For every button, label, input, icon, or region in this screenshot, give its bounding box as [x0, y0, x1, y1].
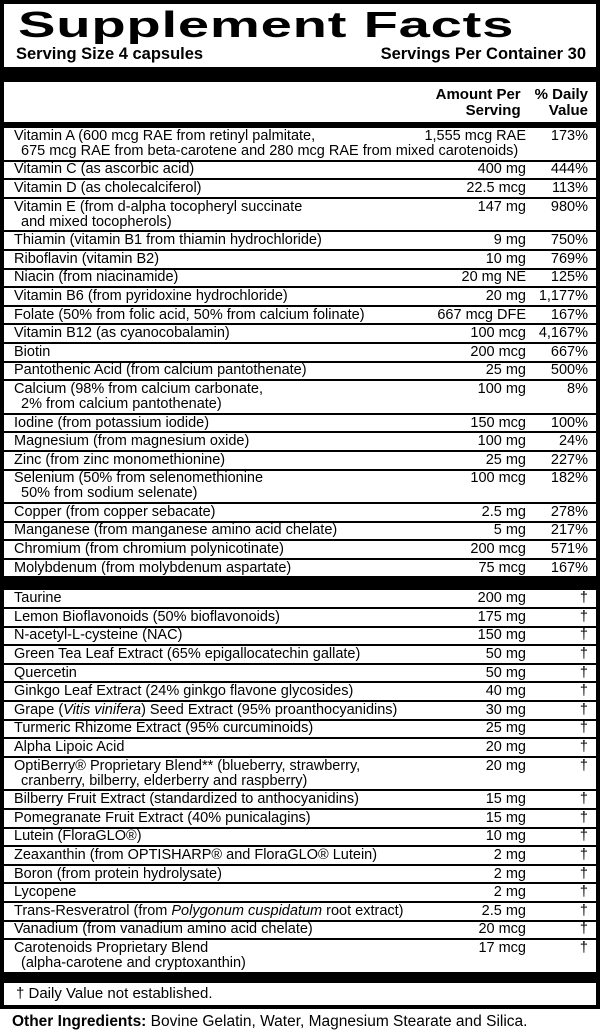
- ingredient-text: Vitamin D (as cholecalciferol): [14, 179, 202, 196]
- ingredient-text: Manganese (from manganese amino acid chelate): [14, 522, 338, 539]
- ingredient-text: Vitamin B12 (as cyanocobalamin): [14, 325, 230, 342]
- latin-name-italic: Polygonum cuspidatum: [171, 902, 323, 919]
- ingredient-row: [4, 737, 596, 756]
- ingredient-text: Calcium (98% from calcium carbonate,: [14, 380, 264, 397]
- amount-per-serving-value: 22.5 mcg: [466, 179, 526, 196]
- amount-per-serving-value: 15 mg: [485, 809, 526, 826]
- latin-name-italic: Vitis vinifera: [63, 701, 142, 718]
- amount-per-serving-value: 2 mg: [493, 846, 526, 863]
- ingredient-row: [4, 197, 596, 231]
- daily-value-percent: 444%: [550, 161, 588, 178]
- daily-value-percent: 182%: [550, 470, 588, 487]
- ingredient-row: [4, 663, 596, 682]
- divider-bar-section: [4, 576, 596, 590]
- ingredient-text: root extract): [322, 902, 404, 919]
- amount-per-serving-value: 15 mg: [485, 791, 526, 808]
- ingredient-text: Iodine (from potassium iodide): [14, 414, 210, 431]
- daily-value-header: % Daily Value: [534, 86, 588, 119]
- ingredient-row: [4, 882, 596, 901]
- daily-value-percent: †: [579, 791, 588, 808]
- servings-per-container: Servings Per Container 30: [380, 45, 586, 63]
- ingredient-row: [4, 539, 596, 558]
- ingredient-text: Vitamin B6 (from pyridoxine hydrochloride): [14, 287, 288, 304]
- daily-value-percent: 113%: [551, 179, 588, 196]
- amount-per-serving-value: 9 mg: [493, 232, 526, 249]
- ingredient-row: [4, 249, 596, 268]
- ingredient-text: Selenium (50% from selenomethionine: [14, 470, 264, 487]
- daily-value-percent: †: [579, 865, 588, 882]
- ingredient-text: Lemon Bioflavonoids (50% bioflavonoids): [14, 608, 280, 625]
- ingredient-text: Lycopene: [14, 884, 77, 901]
- ingredient-text: Green Tea Leaf Extract (65% epigallocatechin gallate): [14, 646, 361, 663]
- ingredient-row: [4, 700, 596, 719]
- ingredient-row: [4, 626, 596, 645]
- amount-per-serving-value: 5 mg: [493, 522, 526, 539]
- amount-per-serving-value: 150 mg: [477, 627, 526, 644]
- other-ingredients-label: Other Ingredients:: [12, 1012, 147, 1030]
- ingredient-text: Vitamin E (from d-alpha tocopheryl succinate: [14, 198, 303, 215]
- amount-per-serving-value: 147 mg: [477, 198, 526, 215]
- daily-value-percent: †: [579, 828, 588, 845]
- column-headers: [4, 82, 596, 122]
- amount-per-serving-value: 400 mg: [477, 161, 526, 178]
- daily-value-percent: 167%: [550, 559, 588, 576]
- ingredient-row: [4, 920, 596, 939]
- daily-value-percent: 980%: [550, 198, 588, 215]
- divider-bar-thick-bottom: [4, 972, 596, 983]
- daily-value-percent: †: [579, 701, 588, 718]
- serving-size: Serving Size 4 capsules: [16, 45, 204, 63]
- ingredient-text: Lutein (FloraGLO®): [14, 828, 142, 845]
- ingredient-row: [4, 681, 596, 700]
- ingredient-row: [4, 845, 596, 864]
- ingredient-text: (alpha-carotene and cryptoxanthin): [21, 954, 246, 971]
- ingredient-text: OptiBerry® Proprietary Blend** (blueberry, strawberry,: [14, 757, 361, 774]
- ingredient-text: Pantothenic Acid (from calcium pantothenate): [14, 362, 307, 379]
- ingredient-row: [4, 719, 596, 738]
- ingredient-row: [4, 789, 596, 808]
- ingredient-text: Copper (from copper sebacate): [14, 503, 216, 520]
- ingredient-name-continuation: [14, 956, 596, 971]
- other-ingredients-text: Bovine Gelatin, Water, Magnesium Stearate and Silica.: [146, 1012, 528, 1030]
- daily-value-footnote: † Daily Value not established.: [16, 984, 213, 1002]
- amount-per-serving-value: 20 mcg: [478, 921, 526, 938]
- daily-value-percent: †: [579, 757, 588, 774]
- amount-per-serving-value: 2 mg: [493, 884, 526, 901]
- ingredient-row: [4, 431, 596, 450]
- ingredient-row: [4, 230, 596, 249]
- ingredient-row: [4, 160, 596, 179]
- amount-per-serving-value: 40 mg: [485, 683, 526, 700]
- daily-value-percent: †: [579, 627, 588, 644]
- daily-value-percent: 24%: [558, 433, 588, 450]
- amount-per-serving-value: 75 mcg: [478, 559, 526, 576]
- daily-value-percent: †: [579, 590, 588, 607]
- serving-info: [4, 44, 596, 67]
- ingredient-row: [4, 644, 596, 663]
- daily-value-percent: 278%: [550, 503, 588, 520]
- daily-value-percent: 500%: [550, 362, 588, 379]
- daily-value-percent: †: [579, 902, 588, 919]
- daily-value-percent: 750%: [550, 232, 588, 249]
- ingredient-row: [4, 756, 596, 790]
- ingredient-row: [4, 558, 596, 577]
- ingredient-row: [4, 607, 596, 626]
- ingredient-text: Biotin: [14, 343, 51, 360]
- ingredient-text: Vitamin A (600 mcg RAE from retinyl palmitate,: [14, 127, 316, 144]
- daily-value-percent: †: [579, 664, 588, 681]
- ingredient-row: [4, 450, 596, 469]
- ingredient-text: Bilberry Fruit Extract (standardized to anthocyanidins): [14, 791, 359, 808]
- amount-per-serving-value: 200 mcg: [470, 343, 526, 360]
- label-title-text: Supplement Facts: [18, 4, 515, 44]
- amount-per-serving-value: 17 mcg: [478, 939, 526, 956]
- daily-value-percent: 571%: [550, 541, 588, 558]
- ingredient-text: N-acetyl-L-cysteine (NAC): [14, 627, 183, 644]
- ingredient-row: [4, 864, 596, 883]
- amount-per-serving-value: 50 mg: [485, 664, 526, 681]
- ingredient-row: [4, 268, 596, 287]
- amount-per-serving-value: 150 mcg: [470, 414, 526, 431]
- ingredient-name-continuation: [14, 486, 596, 501]
- amount-per-serving-value: 1,555 mcg RAE: [424, 127, 526, 144]
- daily-value-percent: †: [579, 939, 588, 956]
- ingredient-text: Pomegranate Fruit Extract (40% punicalagins): [14, 809, 311, 826]
- daily-value-percent: †: [579, 646, 588, 663]
- ingredient-text: Magnesium (from magnesium oxide): [14, 433, 250, 450]
- ingredient-row: [4, 521, 596, 540]
- ingredient-text: Folate (50% from folic acid, 50% from calcium folinate): [14, 306, 365, 323]
- botanicals-section: [4, 590, 596, 971]
- ingredient-text: Zinc (from zinc monomethionine): [14, 451, 226, 468]
- daily-value-percent: 125%: [550, 269, 588, 286]
- ingredient-name-continuation: [14, 397, 596, 412]
- ingredient-row: [4, 502, 596, 521]
- daily-value-percent: †: [579, 739, 588, 756]
- ingredient-row: [4, 323, 596, 342]
- daily-value-percent: †: [579, 846, 588, 863]
- daily-value-percent: 667%: [550, 343, 588, 360]
- amount-per-serving-header: Amount Per Serving: [435, 86, 521, 119]
- ingredient-text: Zeaxanthin (from OPTISHARP® and FloraGLO® Lutein): [14, 846, 378, 863]
- amount-per-serving-value: 100 mcg: [470, 470, 526, 487]
- ingredient-row: [4, 590, 596, 607]
- ingredient-row: [4, 305, 596, 324]
- ingredient-text: cranberry, bilberry, elderberry and raspberry): [21, 772, 308, 789]
- amount-per-serving-value: 25 mg: [485, 451, 526, 468]
- daily-value-percent: †: [579, 608, 588, 625]
- daily-value-percent: 8%: [567, 380, 588, 397]
- ingredient-row: [4, 469, 596, 503]
- ingredient-row: [4, 413, 596, 432]
- daily-value-percent: 769%: [550, 250, 588, 267]
- ingredient-row: [4, 901, 596, 920]
- amount-per-serving-value: 200 mcg: [470, 541, 526, 558]
- ingredient-text: and mixed tocopherols): [21, 213, 172, 230]
- daily-value-percent: 167%: [550, 306, 588, 323]
- amount-per-serving-value: 20 mg NE: [461, 269, 526, 286]
- daily-value-percent: 217%: [550, 522, 588, 539]
- ingredient-text: Molybdenum (from molybdenum aspartate): [14, 559, 292, 576]
- amount-per-serving-value: 25 mg: [485, 362, 526, 379]
- amount-per-serving-value: 30 mg: [485, 701, 526, 718]
- amount-per-serving-value: 100 mg: [477, 380, 526, 397]
- ingredient-text: Carotenoids Proprietary Blend: [14, 939, 209, 956]
- daily-value-percent: 100%: [550, 414, 588, 431]
- ingredient-row: [4, 178, 596, 197]
- daily-value-percent: 227%: [550, 451, 588, 468]
- ingredient-text: 2% from calcium pantothenate): [21, 395, 222, 412]
- amount-per-serving-value: 20 mg: [485, 757, 526, 774]
- ingredient-text: 675 mcg RAE from beta-carotene and 280 mcg RAE from mixed carotenoids): [21, 142, 519, 159]
- ingredient-name-continuation: [14, 774, 596, 789]
- ingredient-row: [4, 128, 596, 160]
- amount-per-serving-value: 2.5 mg: [481, 503, 526, 520]
- ingredient-text: Thiamin (vitamin B1 from thiamin hydrochloride): [14, 232, 322, 249]
- vitamins-minerals-section: [4, 128, 596, 576]
- daily-value-percent: †: [579, 884, 588, 901]
- amount-per-serving-value: 20 mg: [485, 287, 526, 304]
- amount-per-serving-value: 25 mg: [485, 720, 526, 737]
- daily-value-percent: 4,167%: [538, 325, 588, 342]
- ingredient-text: Turmeric Rhizome Extract (95% curcuminoids): [14, 720, 314, 737]
- amount-per-serving-value: 200 mg: [477, 590, 526, 607]
- ingredient-row: [4, 379, 596, 413]
- ingredient-text: ) Seed Extract (95% proanthocyanidins): [141, 701, 398, 718]
- ingredient-text: Quercetin: [14, 664, 77, 681]
- amount-per-serving-value: 2.5 mg: [481, 902, 526, 919]
- daily-value-percent: †: [579, 921, 588, 938]
- ingredient-text: Ginkgo Leaf Extract (24% ginkgo flavone glycosides): [14, 683, 354, 700]
- ingredient-text: Trans-Resveratrol (from: [14, 902, 172, 919]
- daily-value-percent: †: [579, 683, 588, 700]
- ingredient-text: Vanadium (from vanadium amino acid chelate): [14, 921, 313, 938]
- ingredient-row: [4, 342, 596, 361]
- daily-value-percent: 1,177%: [538, 287, 588, 304]
- ingredient-text: Grape (: [14, 701, 64, 718]
- daily-value-percent: †: [579, 809, 588, 826]
- ingredient-text: 50% from sodium selenate): [21, 485, 198, 502]
- ingredient-name-continuation: [14, 215, 596, 230]
- amount-per-serving-value: 175 mg: [477, 608, 526, 625]
- ingredient-row: [4, 808, 596, 827]
- amount-per-serving-value: 100 mcg: [470, 325, 526, 342]
- amount-per-serving-value: 20 mg: [485, 739, 526, 756]
- ingredient-text: Vitamin C (as ascorbic acid): [14, 161, 195, 178]
- ingredient-row: [4, 286, 596, 305]
- amount-per-serving-value: 100 mg: [477, 433, 526, 450]
- amount-per-serving-value: 50 mg: [485, 646, 526, 663]
- ingredient-text: Chromium (from chromium polynicotinate): [14, 541, 284, 558]
- ingredient-text: Taurine: [14, 590, 62, 607]
- ingredient-row: [4, 827, 596, 846]
- amount-per-serving-value: 10 mg: [485, 250, 526, 267]
- daily-value-percent: 173%: [550, 127, 588, 144]
- ingredient-text: Niacin (from niacinamide): [14, 269, 179, 286]
- other-ingredients: [0, 1009, 600, 1030]
- amount-per-serving-value: 2 mg: [493, 865, 526, 882]
- ingredient-text: Boron (from protein hydrolysate): [14, 865, 222, 882]
- amount-per-serving-value: 667 mcg DFE: [437, 306, 526, 323]
- divider-bar-thick-top: [4, 67, 596, 82]
- label-title: [4, 4, 596, 44]
- ingredient-text: Riboflavin (vitamin B2): [14, 250, 160, 267]
- amount-per-serving-value: 10 mg: [485, 828, 526, 845]
- ingredient-row: [4, 361, 596, 380]
- daily-value-percent: †: [579, 720, 588, 737]
- ingredient-row: [4, 938, 596, 972]
- ingredient-text: Alpha Lipoic Acid: [14, 739, 125, 756]
- ingredient-name-continuation: [14, 144, 596, 159]
